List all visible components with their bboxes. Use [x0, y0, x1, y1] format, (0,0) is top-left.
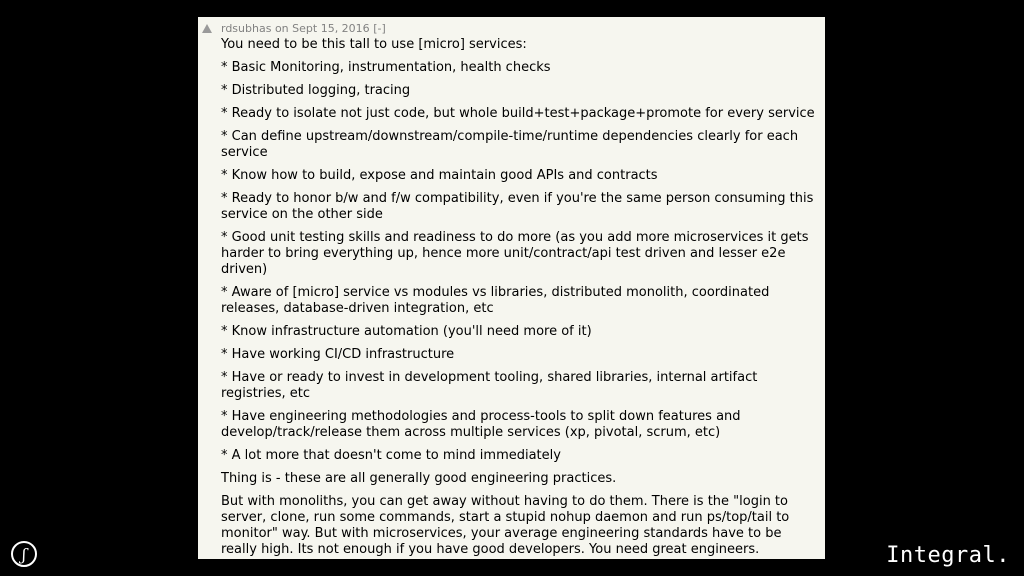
author-link[interactable]: rdsubhas: [221, 21, 272, 35]
comment-paragraph: * Have or ready to invest in development tooling, shared libraries, internal artifact registries, etc: [221, 370, 758, 401]
comment-paragraph: * Ready to honor b/w and f/w compatibility, even if you're the same person consuming this service on the other side: [221, 191, 814, 222]
comment-paragraph: * Know how to build, expose and maintain good APIs and contracts: [221, 168, 658, 183]
comment-paragraph: * Know infrastructure automation (you'll need more of it): [221, 324, 592, 339]
comment-paragraph: Thing is - these are all generally good engineering practices.: [221, 471, 617, 486]
integral-logo-icon: ʃ: [11, 541, 37, 567]
comment-paragraph: * Can define upstream/downstream/compile-time/runtime dependencies clearly for each service: [221, 129, 799, 160]
comment-paragraph: * Have working CI/CD infrastructure: [221, 347, 455, 362]
brand-name: Integral.: [886, 543, 1010, 568]
comment-paragraph: You need to be this tall to use [micro] services:: [221, 37, 527, 52]
upvote-arrow-icon[interactable]: [202, 24, 212, 33]
comment-body: [221, 37, 821, 565]
comment-paragraph: * Ready to isolate not just code, but whole build+test+package+promote for every service: [221, 106, 815, 121]
comment-paragraph: * Aware of [micro] service vs modules vs libraries, distributed monolith, coordinated releases, database-driven integration, etc: [221, 285, 770, 316]
comment-paragraph: * Good unit testing skills and readiness to do more (as you add more microservices it gets harder to bring everything up, hence more unit/contract/api test driven and lesser e2e driven): [221, 230, 809, 277]
comment-paragraph: * Distributed logging, tracing: [221, 83, 411, 98]
comment-paragraph: But with monoliths, you can get away without having to do them. There is the "login to server, clone, run some commands, start a stupid nohup daemon and run ps/top/tail to monitor" way. But with microservices, your average engineering standards have to be really high. Its not enough if you have good developers. You need great engineers.: [221, 494, 790, 557]
comment-panel: [198, 17, 825, 559]
collapse-toggle[interactable]: [-]: [373, 21, 386, 35]
comment-paragraph: * A lot more that doesn't come to mind immediately: [221, 448, 561, 463]
comment-meta: [202, 21, 386, 35]
meta-text: [221, 22, 386, 35]
comment-date: on Sept 15, 2016: [274, 21, 370, 35]
comment-paragraph: * Have engineering methodologies and process-tools to split down features and develop/track/release them across multiple services (xp, pivotal, scrum, etc): [221, 409, 741, 440]
comment-paragraph: * Basic Monitoring, instrumentation, health checks: [221, 60, 551, 75]
